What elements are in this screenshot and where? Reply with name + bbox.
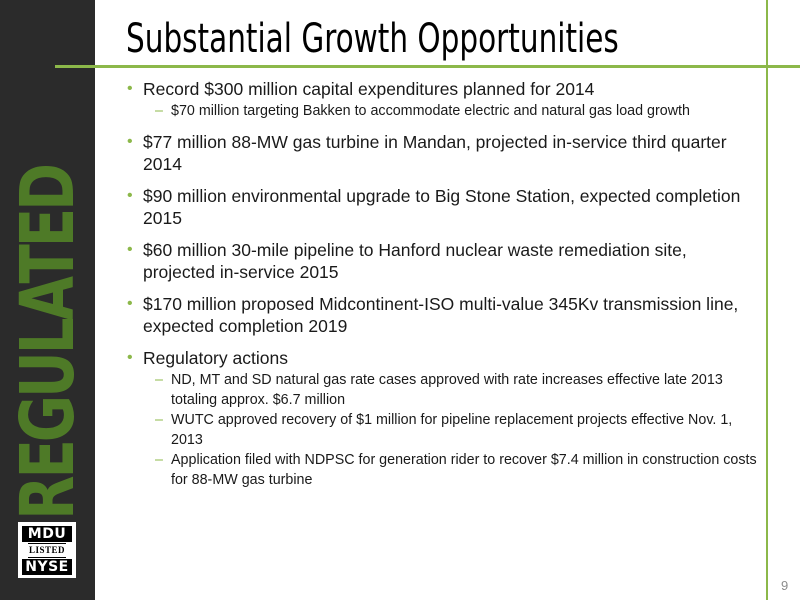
bullet-text: $170 million proposed Midcontinent-ISO multi-value 345Kv transmission line, expected completion 2019	[143, 294, 739, 336]
bullet-text: Regulatory actions	[143, 348, 288, 368]
sub-bullet-list	[143, 101, 757, 121]
bullet-item	[127, 239, 757, 283]
sidebar-vertical-label: REGULATED	[5, 166, 91, 520]
bullet-item	[127, 131, 757, 175]
bullet-text: $60 million 30-mile pipeline to Hanford nuclear waste remediation site, projected in-service 2015	[143, 240, 687, 282]
dash-marker-icon: –	[155, 452, 163, 468]
sub-bullet-text: ND, MT and SD natural gas rate cases approved with rate increases effective late 2013 totaling approx. $6.7 million	[171, 372, 723, 408]
dash-marker-icon: –	[155, 103, 163, 119]
sub-bullet-list	[143, 370, 757, 490]
bullet-text: Record $300 million capital expenditures planned for 2014	[143, 79, 595, 99]
bullet-marker-icon: •	[127, 187, 133, 204]
bullet-marker-icon: •	[127, 349, 133, 366]
bullet-marker-icon: •	[127, 133, 133, 150]
page-number: 9	[781, 578, 789, 593]
badge-listed: LISTED	[28, 543, 66, 558]
bullet-item	[127, 347, 757, 490]
sidebar	[0, 0, 95, 600]
sub-bullet-item	[141, 450, 757, 490]
dash-marker-icon: –	[155, 372, 163, 388]
bullet-marker-icon: •	[127, 241, 133, 258]
accent-horizontal-line	[55, 65, 800, 68]
slide-title: Substantial Growth Opportunities	[126, 16, 619, 62]
bullet-list	[127, 78, 757, 500]
sub-bullet-item	[141, 101, 757, 121]
dash-marker-icon: –	[155, 412, 163, 428]
bullet-item	[127, 185, 757, 229]
sub-bullet-text: $70 million targeting Bakken to accommodate electric and natural gas load growth	[171, 103, 690, 119]
badge-ticker: MDU	[22, 526, 72, 542]
bullet-marker-icon: •	[127, 295, 133, 312]
badge-exchange: NYSE	[22, 559, 72, 575]
sub-bullet-text: Application filed with NDPSC for generation rider to recover $7.4 million in construction costs for 88-MW gas turbine	[171, 452, 757, 488]
sub-bullet-item	[141, 410, 757, 450]
bullet-text: $77 million 88-MW gas turbine in Mandan, projected in-service third quarter 2014	[143, 132, 727, 174]
accent-vertical-line	[766, 0, 768, 600]
nyse-listed-badge	[18, 522, 76, 578]
sub-bullet-item	[141, 370, 757, 410]
bullet-item	[127, 293, 757, 337]
bullet-marker-icon: •	[127, 80, 133, 97]
bullet-text: $90 million environmental upgrade to Big Stone Station, expected completion 2015	[143, 186, 741, 228]
sub-bullet-text: WUTC approved recovery of $1 million for pipeline replacement projects effective Nov. 1, 2013	[171, 412, 733, 448]
bullet-item	[127, 78, 757, 121]
